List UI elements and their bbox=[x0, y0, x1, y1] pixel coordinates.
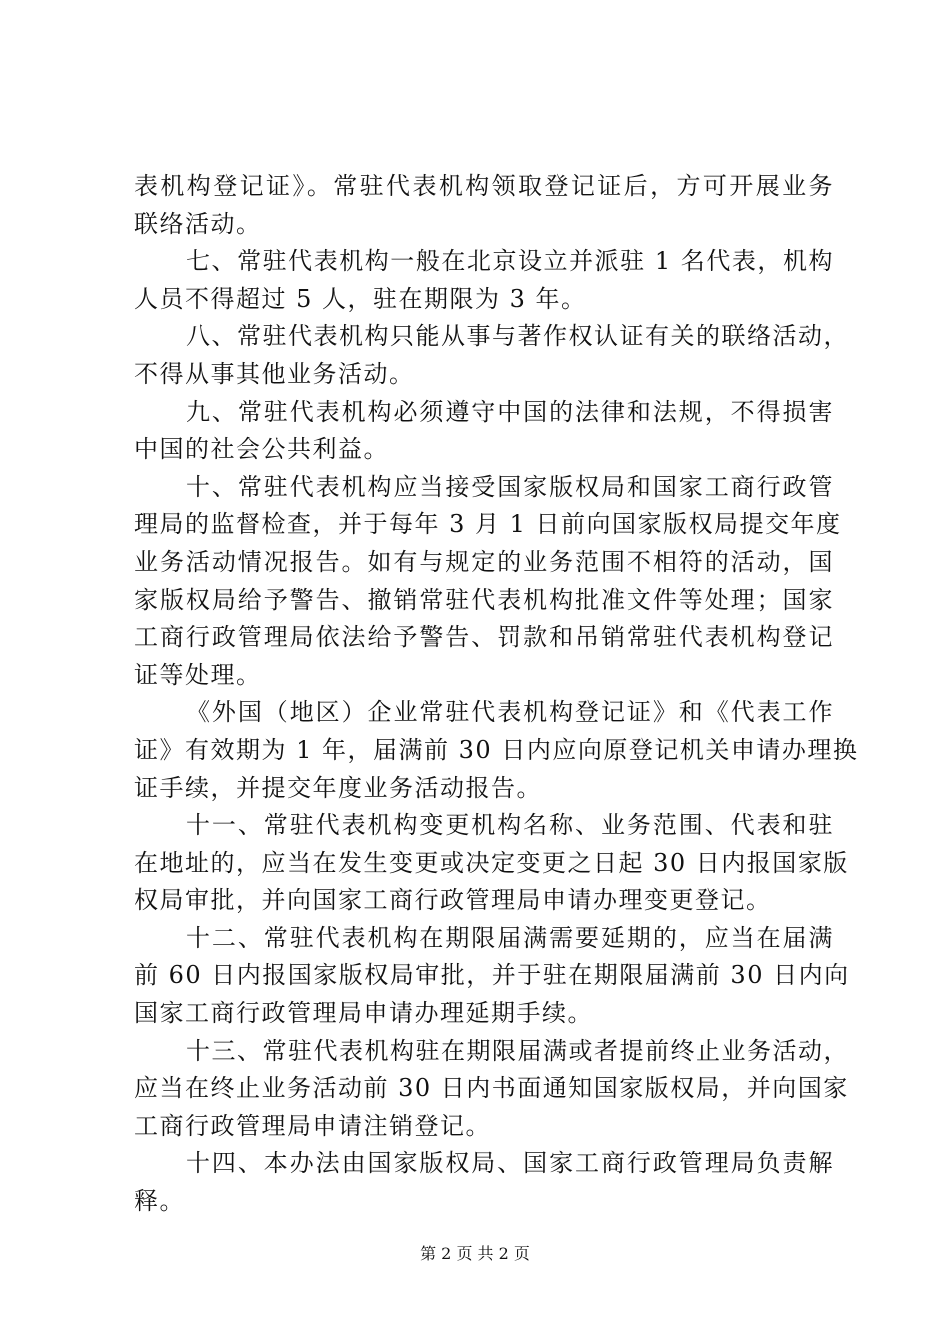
body-line: 理局的监督检查，并于每年 3 月 1 日前向国家版权局提交年度 bbox=[134, 510, 842, 539]
body-line: 应当在终止业务活动前 30 日内书面通知国家版权局，并向国家 bbox=[134, 1074, 849, 1103]
body-line: 权局审批，并向国家工商行政管理局申请办理变更登记。 bbox=[134, 886, 772, 915]
body-line: 业务活动情况报告。如有与规定的业务范围不相符的活动，国 bbox=[134, 547, 834, 576]
paragraph-first-line: 七、常驻代表机构一般在北京设立并派驻 1 名代表，机构 bbox=[186, 247, 834, 276]
page-number-footer: 第 2 页 共 2 页 bbox=[420, 1244, 530, 1263]
paragraph-first-line: 八、常驻代表机构只能从事与著作权认证有关的联络活动， bbox=[186, 322, 849, 351]
body-line: 表机构登记证》。常驻代表机构领取登记证后，方可开展业务 bbox=[134, 172, 834, 200]
body-line: 人员不得超过 5 人，驻在期限为 3 年。 bbox=[134, 284, 587, 313]
body-line: 证手续，并提交年度业务活动报告。 bbox=[134, 773, 542, 802]
body-line: 证》有效期为 1 年，届满前 30 日内应向原登记机关申请办理换 bbox=[134, 735, 859, 764]
paragraph-first-line: 十二、常驻代表机构在期限届满需要延期的，应当在届满 bbox=[186, 923, 834, 952]
paragraph-first-line: 十、常驻代表机构应当接受国家版权局和国家工商行政管 bbox=[186, 472, 834, 501]
body-line: 前 60 日内报国家版权局审批，并于驻在期限届满前 30 日内向 bbox=[134, 961, 850, 990]
paragraph-first-line: 十四、本办法由国家版权局、国家工商行政管理局负责解 bbox=[186, 1149, 834, 1178]
body-line: 中国的社会公共利益。 bbox=[134, 435, 389, 464]
paragraph-first-line: 十三、常驻代表机构驻在期限届满或者提前终止业务活动， bbox=[186, 1036, 849, 1065]
document-body bbox=[134, 168, 859, 1221]
body-line: 在地址的，应当在发生变更或决定变更之日起 30 日内报国家版 bbox=[134, 848, 849, 877]
body-line: 释。 bbox=[134, 1187, 185, 1216]
body-line: 证等处理。 bbox=[134, 660, 262, 689]
body-line: 国家工商行政管理局申请办理延期手续。 bbox=[134, 999, 593, 1028]
body-line: 家版权局给予警告、撤销常驻代表机构批准文件等处理；国家 bbox=[134, 585, 834, 614]
body-line: 工商行政管理局依法给予警告、罚款和吊销常驻代表机构登记 bbox=[134, 623, 834, 652]
paragraph-first-line: 十一、常驻代表机构变更机构名称、业务范围、代表和驻 bbox=[186, 811, 834, 840]
body-line: 工商行政管理局申请注销登记。 bbox=[134, 1111, 491, 1140]
body-line: 联络活动。 bbox=[134, 209, 262, 238]
body-line: 不得从事其他业务活动。 bbox=[134, 359, 415, 388]
paragraph-first-line: 《外国（地区）企业常驻代表机构登记证》和《代表工作 bbox=[186, 698, 834, 727]
paragraph-first-line: 九、常驻代表机构必须遵守中国的法律和法规，不得损害 bbox=[186, 397, 834, 426]
